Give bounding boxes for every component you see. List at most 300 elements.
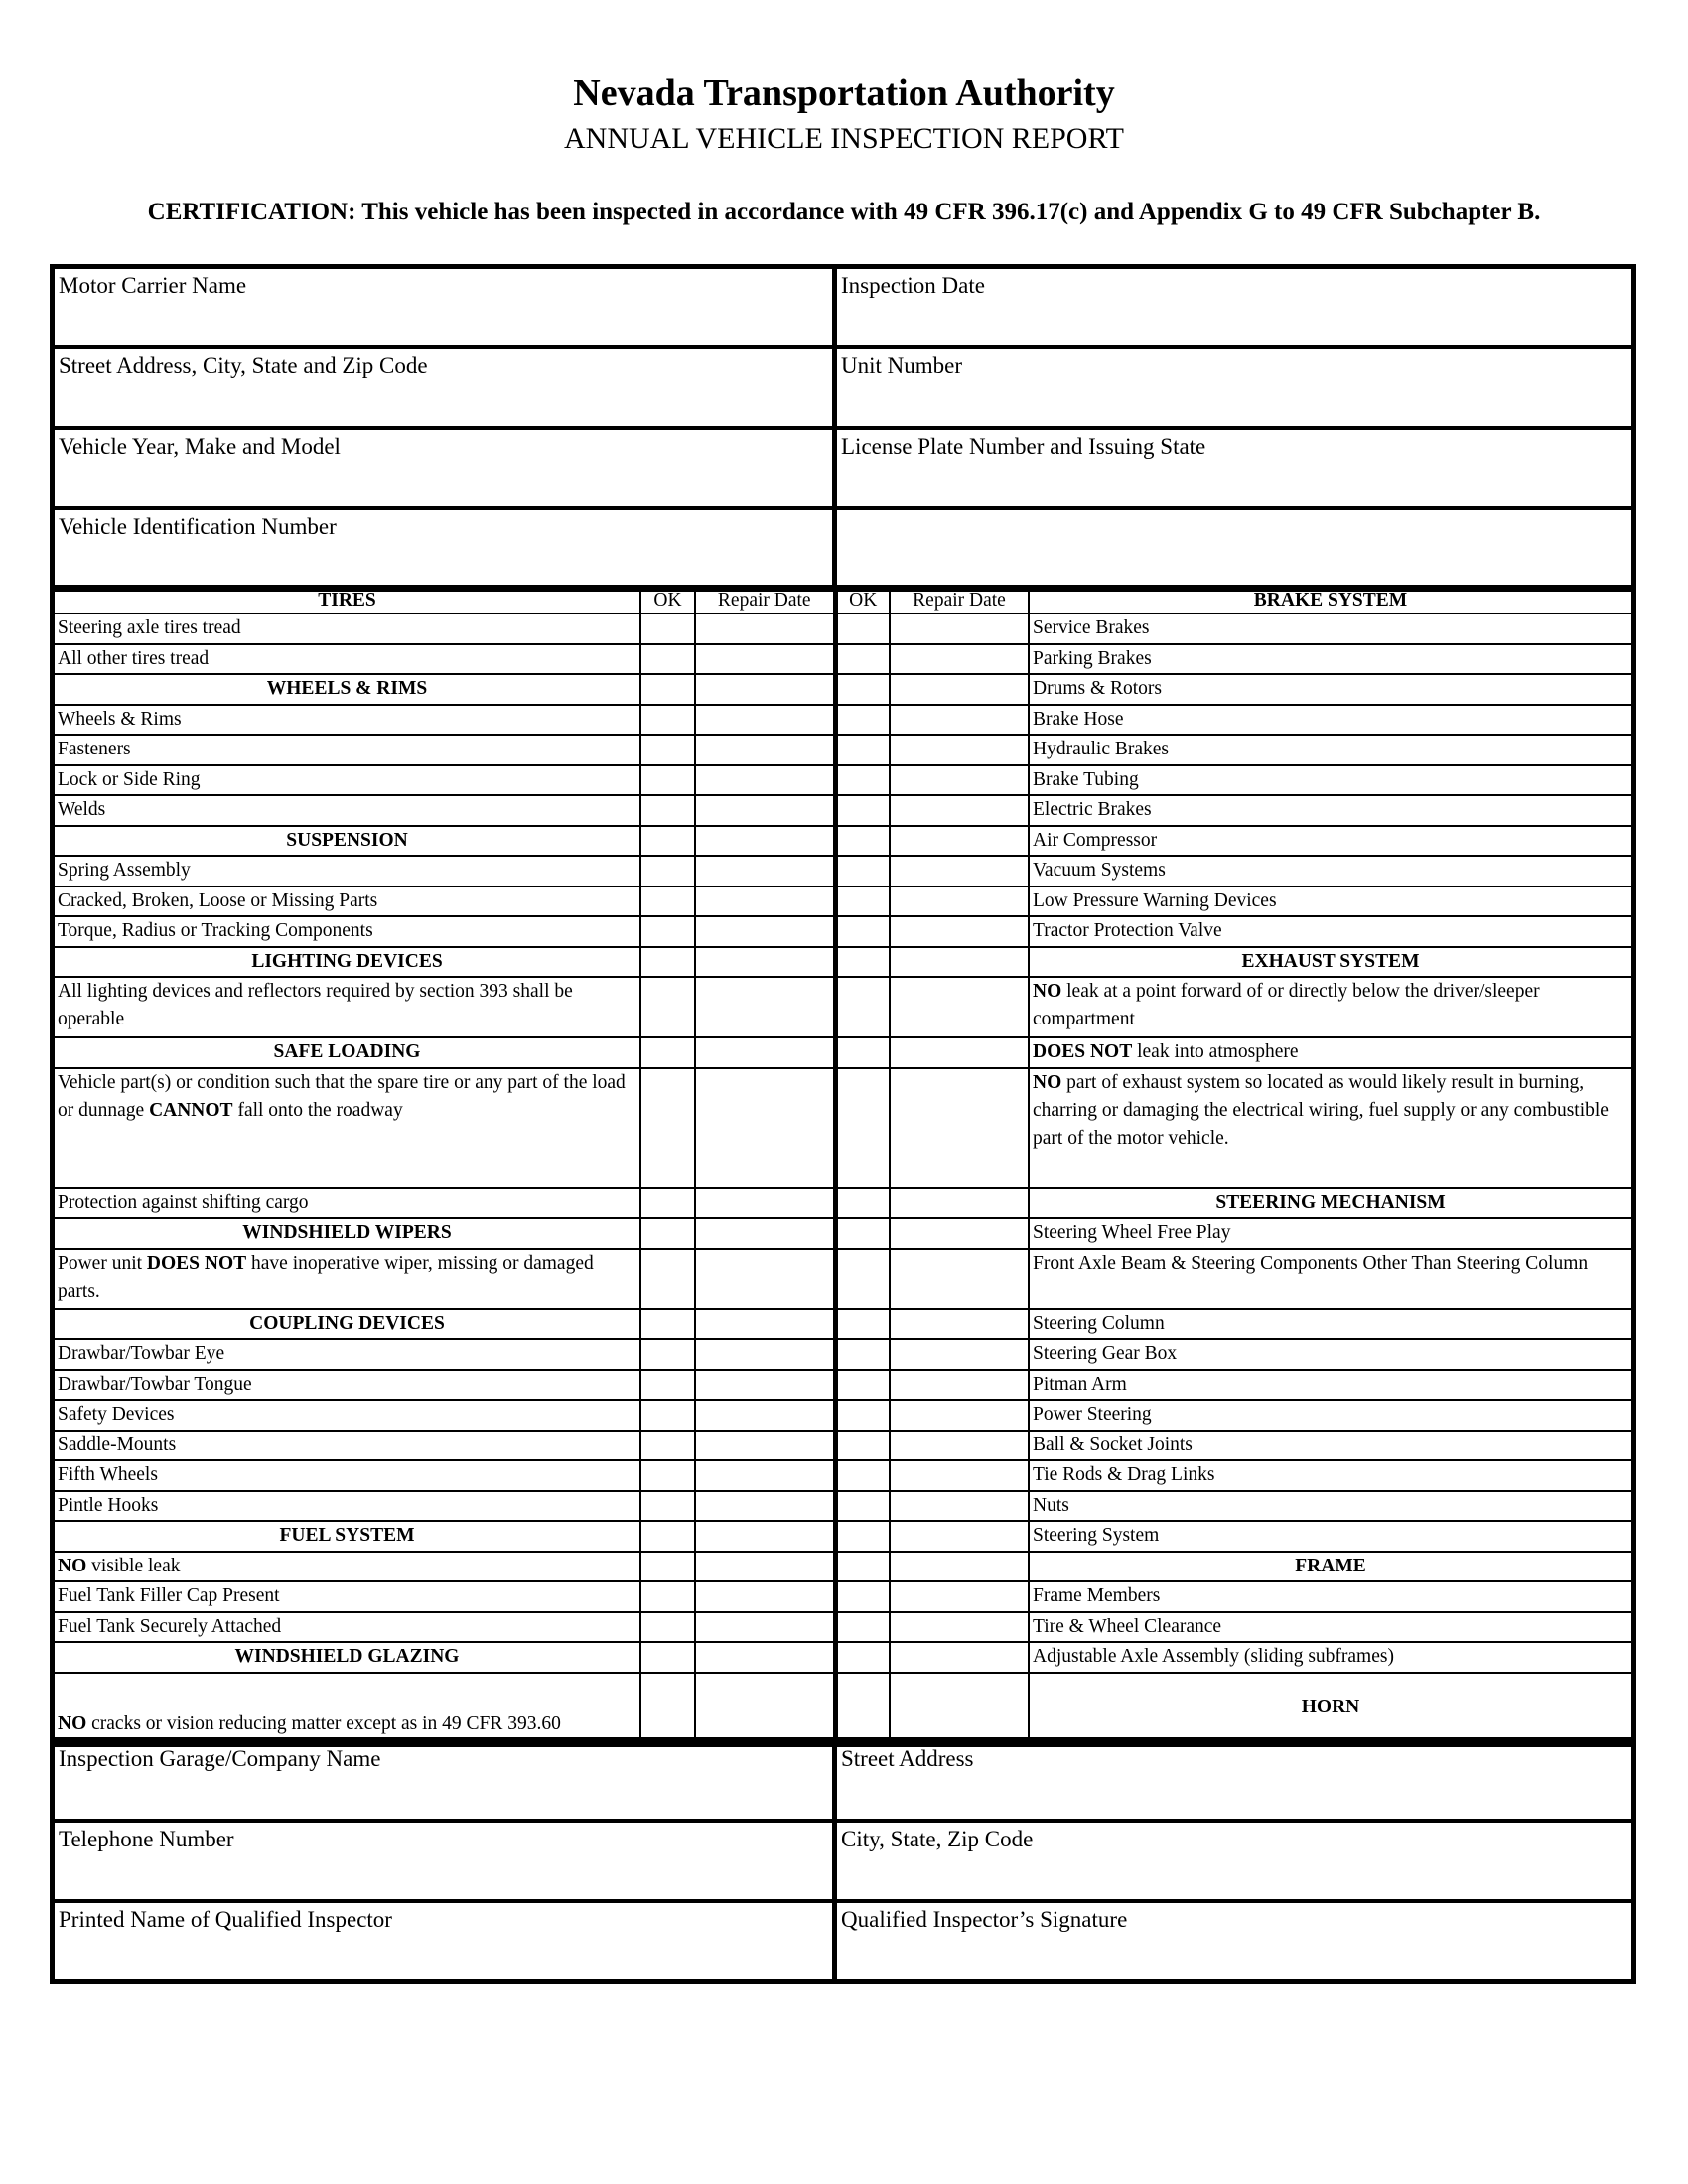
ok-checkbox-right-cell[interactable] (835, 887, 890, 917)
repair-date-input-left-cell[interactable] (695, 1400, 835, 1431)
motor-carrier-name-field[interactable] (55, 269, 837, 345)
checklist-item-label (55, 735, 640, 765)
checklist-item-label (55, 1673, 640, 1742)
repair-date-input-left-cell[interactable] (695, 856, 835, 887)
checklist-item-label (55, 856, 640, 887)
city-state-zip-label: City, State, Zip Code (841, 1827, 1034, 1851)
garage-street-address-field[interactable] (837, 1742, 1631, 1819)
ok-checkbox-right-cell[interactable] (835, 765, 890, 796)
checklist-row (55, 1521, 1631, 1552)
ok-checkbox-left-cell[interactable] (640, 1188, 695, 1219)
checklist-item-label (55, 1400, 640, 1431)
ok-checkbox-right-cell[interactable] (835, 977, 890, 1037)
ok-checkbox-right-cell[interactable] (835, 1339, 890, 1370)
checklist-item-label (55, 1339, 640, 1370)
checklist-row (55, 674, 1631, 705)
repair-date-input-left-cell[interactable] (695, 765, 835, 796)
item-text: Protection against shifting cargo (58, 1191, 309, 1213)
info-row (55, 426, 1631, 506)
inspector-printed-name-field[interactable] (55, 1903, 837, 1979)
checklist-row (55, 795, 1631, 826)
item-text: Steering Column (1033, 1312, 1165, 1334)
ok-checkbox-right-cell[interactable] (835, 856, 890, 887)
ok-checkbox-left-cell[interactable] (640, 1249, 695, 1309)
checklist-item-label (1029, 1460, 1631, 1491)
checklist-item-label (55, 1612, 640, 1643)
item-text: Vehicle part(s) or condition such that the spare tire or any part of the load or dunnage (58, 1071, 626, 1121)
ok-checkbox-left-cell[interactable] (640, 1309, 695, 1340)
section-header-suspension (55, 826, 640, 857)
checklist-item-label (55, 1552, 640, 1582)
emphasis-text: DOES NOT (1033, 1041, 1133, 1062)
emphasis-text: NO (58, 1712, 87, 1734)
form-title: ANNUAL VEHICLE INSPECTION REPORT (563, 122, 1125, 155)
repair-date-input-left-cell[interactable] (695, 674, 835, 705)
carrier-address-label: Street Address, City, State and Zip Code (59, 353, 428, 378)
blank-field[interactable] (837, 510, 1631, 587)
checklist-row (55, 1309, 1631, 1340)
emphasis-text: NO (58, 1555, 87, 1576)
motor-carrier-name-label: Motor Carrier Name (59, 273, 247, 298)
checklist-item-label (1029, 1431, 1631, 1461)
ok-left-column-header: OK (640, 590, 695, 614)
repair-date-input-left-cell[interactable] (695, 1612, 835, 1643)
info-row (55, 1819, 1631, 1899)
item-text: BRAKE SYSTEM (1253, 590, 1408, 611)
checklist-row (55, 977, 1631, 1037)
section-header-tires (55, 590, 640, 614)
item-text: COUPLING DEVICES (249, 1312, 445, 1334)
repair-date-input-left-cell[interactable] (695, 1309, 835, 1340)
ok-checkbox-left-cell[interactable] (640, 1400, 695, 1431)
repair-date-input-right-cell[interactable] (890, 887, 1029, 917)
ok-checkbox-left-cell[interactable] (640, 1521, 695, 1552)
checklist-item-label (55, 1431, 640, 1461)
repair-date-input-right-cell[interactable] (890, 1581, 1029, 1612)
ok-checkbox-left-cell[interactable] (640, 1339, 695, 1370)
agency-title: Nevada Transportation Authority (573, 72, 1115, 114)
repair-date-input-left-cell[interactable] (695, 1491, 835, 1522)
license-plate-label: License Plate Number and Issuing State (841, 434, 1206, 459)
item-text: Drums & Rotors (1033, 678, 1163, 699)
emphasis-text: NO (1033, 981, 1062, 1002)
ok-checkbox-left-cell[interactable] (640, 1460, 695, 1491)
item-text: fall onto the roadway (232, 1099, 403, 1121)
item-text: Ball & Socket Joints (1033, 1433, 1193, 1455)
repair-date-input-left-cell[interactable] (695, 1431, 835, 1461)
item-text: Nuts (1033, 1494, 1069, 1516)
item-text: Steering System (1033, 1525, 1160, 1546)
ok-checkbox-right-cell[interactable] (835, 916, 890, 947)
item-text: Adjustable Axle Assembly (sliding subframes) (1033, 1646, 1394, 1667)
section-header-frame (1029, 1552, 1631, 1582)
repair-date-input-left-cell[interactable] (695, 977, 835, 1037)
item-text: FUEL SYSTEM (279, 1525, 415, 1546)
garage-street-address-label: Street Address (841, 1746, 974, 1771)
ok-checkbox-right-cell[interactable] (835, 795, 890, 826)
ok-checkbox-left-cell[interactable] (640, 795, 695, 826)
checklist-item-label (55, 1460, 640, 1491)
ok-checkbox-right-cell[interactable] (835, 1552, 890, 1582)
checklist-item-label (1029, 1309, 1631, 1340)
ok-checkbox-left-cell[interactable] (640, 856, 695, 887)
checklist-item-label (55, 644, 640, 675)
ok-checkbox-left-cell[interactable] (640, 1642, 695, 1673)
info-row (55, 345, 1631, 426)
item-text: HORN (1301, 1697, 1360, 1717)
item-text: Lock or Side Ring (58, 768, 201, 790)
item-text: have inoperative wiper, missing or damaged parts. (58, 1252, 594, 1301)
checklist-row (55, 887, 1631, 917)
ok-checkbox-left-cell[interactable] (640, 614, 695, 644)
checklist-row (55, 705, 1631, 736)
item-text: Parking Brakes (1033, 647, 1152, 669)
repair-date-input-right-cell[interactable] (890, 1491, 1029, 1522)
ok-checkbox-right-cell[interactable] (835, 1673, 890, 1742)
item-text: FRAME (1295, 1555, 1366, 1576)
ok-checkbox-right-cell[interactable] (835, 1491, 890, 1522)
item-text: Steering axle tires tread (58, 617, 241, 638)
checklist-table (55, 590, 1631, 1742)
item-text: All lighting devices and reflectors required by section 393 shall be operable (58, 981, 573, 1029)
ok-checkbox-right-cell[interactable] (835, 947, 890, 978)
checklist-row (55, 856, 1631, 887)
checklist-row (55, 1037, 1631, 1068)
repair-date-input-left-cell[interactable] (695, 1037, 835, 1068)
ok-checkbox-right-cell[interactable] (835, 1037, 890, 1068)
ok-checkbox-left-cell[interactable] (640, 765, 695, 796)
repair-date-input-left-cell[interactable] (695, 916, 835, 947)
repair-date-input-left-cell[interactable] (695, 1460, 835, 1491)
checklist-item-label (55, 916, 640, 947)
repair-date-right-column-header: Repair Date (890, 590, 1029, 614)
item-text: Hydraulic Brakes (1033, 739, 1169, 759)
repair-date-input-right-cell[interactable] (890, 1249, 1029, 1309)
section-header-windshield-wipers (55, 1218, 640, 1249)
item-text: cracks or vision reducing matter except as in 49 CFR 393.60 (86, 1712, 561, 1734)
item-text: All other tires tread (58, 647, 210, 669)
checklist-item-label (55, 1249, 640, 1309)
ok-checkbox-right-cell[interactable] (835, 1249, 890, 1309)
checklist-item-label (1029, 765, 1631, 796)
ok-checkbox-right-cell[interactable] (835, 1460, 890, 1491)
unit-number-field[interactable] (837, 349, 1631, 426)
checklist-item-label (1029, 1612, 1631, 1643)
repair-date-input-right-cell[interactable] (890, 1370, 1029, 1401)
section-header-fuel-system (55, 1521, 640, 1552)
repair-date-input-left-cell[interactable] (695, 887, 835, 917)
repair-date-input-left-cell[interactable] (695, 1370, 835, 1401)
checklist-item-label (1029, 614, 1631, 644)
checklist-row (55, 765, 1631, 796)
repair-date-input-right-cell[interactable] (890, 735, 1029, 765)
checklist-row (55, 590, 1631, 614)
checklist-item-label (55, 765, 640, 796)
item-text: Wheels & Rims (58, 708, 182, 730)
repair-date-input-right-cell[interactable] (890, 856, 1029, 887)
repair-date-input-right-cell[interactable] (890, 705, 1029, 736)
checklist-item-label (55, 1581, 640, 1612)
ok-checkbox-right-cell[interactable] (835, 1400, 890, 1431)
repair-date-input-left-cell[interactable] (695, 644, 835, 675)
item-text: Spring Assembly (58, 860, 191, 881)
item-text: Drawbar/Towbar Eye (58, 1343, 225, 1364)
repair-date-input-left-cell[interactable] (695, 1249, 835, 1309)
checklist-row (55, 614, 1631, 644)
item-text: WINDSHIELD WIPERS (242, 1222, 452, 1243)
ok-checkbox-left-cell[interactable] (640, 826, 695, 857)
ok-checkbox-left-cell[interactable] (640, 644, 695, 675)
repair-date-input-right-cell[interactable] (890, 795, 1029, 826)
item-text: Welds (58, 799, 106, 820)
inspection-date-label: Inspection Date (841, 273, 985, 298)
repair-date-input-right-cell[interactable] (890, 1552, 1029, 1582)
checklist-item-label (1029, 1581, 1631, 1612)
item-text: Power Steering (1033, 1404, 1152, 1425)
checklist-row (55, 1460, 1631, 1491)
inspector-signature-field[interactable] (837, 1903, 1631, 1979)
emphasis-text: CANNOT (149, 1099, 233, 1121)
ok-checkbox-left-cell[interactable] (640, 1431, 695, 1461)
item-text: EXHAUST SYSTEM (1241, 950, 1420, 972)
repair-date-input-left-cell[interactable] (695, 1552, 835, 1582)
repair-date-input-left-cell[interactable] (695, 826, 835, 857)
ok-checkbox-left-cell[interactable] (640, 1491, 695, 1522)
ok-checkbox-right-cell[interactable] (835, 826, 890, 857)
repair-date-input-right-cell[interactable] (890, 1339, 1029, 1370)
item-text: leak at a point forward of or directly below the driver/sleeper compartment (1033, 981, 1540, 1029)
item-text: Safety Devices (58, 1404, 175, 1425)
ok-checkbox-left-cell[interactable] (640, 674, 695, 705)
ok-checkbox-right-cell[interactable] (835, 644, 890, 675)
carrier-address-field[interactable] (55, 349, 837, 426)
repair-date-input-left-cell[interactable] (695, 1068, 835, 1188)
ok-checkbox-right-cell[interactable] (835, 614, 890, 644)
vehicle-year-make-model-label: Vehicle Year, Make and Model (59, 434, 341, 459)
repair-date-input-right-cell[interactable] (890, 1431, 1029, 1461)
ok-checkbox-left-cell[interactable] (640, 1037, 695, 1068)
checklist-row (55, 1218, 1631, 1249)
repair-date-input-left-cell[interactable] (695, 1521, 835, 1552)
item-text: Air Compressor (1033, 829, 1158, 851)
item-text: SAFE LOADING (273, 1041, 421, 1062)
item-text: Fuel Tank Securely Attached (58, 1615, 282, 1637)
repair-date-input-right-cell[interactable] (890, 977, 1029, 1037)
ok-right-column-header: OK (835, 590, 890, 614)
checklist-item-label (55, 977, 640, 1037)
item-text: Steering Wheel Free Play (1033, 1222, 1231, 1243)
checklist-item-label (55, 887, 640, 917)
license-plate-field[interactable] (837, 430, 1631, 506)
repair-date-input-left-cell[interactable] (695, 614, 835, 644)
item-text: Frame Members (1033, 1585, 1161, 1606)
repair-date-input-right-cell[interactable] (890, 1068, 1029, 1188)
repair-date-left-column-header: Repair Date (695, 590, 835, 614)
info-row (55, 1742, 1631, 1819)
ok-checkbox-left-cell[interactable] (640, 916, 695, 947)
repair-date-input-left-cell[interactable] (695, 1339, 835, 1370)
checklist-row (55, 1431, 1631, 1461)
item-text: Saddle-Mounts (58, 1433, 177, 1455)
repair-date-input-right-cell[interactable] (890, 1400, 1029, 1431)
repair-date-input-right-cell[interactable] (890, 614, 1029, 644)
ok-checkbox-right-cell[interactable] (835, 674, 890, 705)
repair-date-input-right-cell[interactable] (890, 1037, 1029, 1068)
repair-date-input-left-cell[interactable] (695, 947, 835, 978)
item-text: Fasteners (58, 739, 131, 759)
ok-checkbox-right-cell[interactable] (835, 1068, 890, 1188)
checklist-item-label (1029, 887, 1631, 917)
checklist-row (55, 1673, 1631, 1742)
ok-checkbox-left-cell[interactable] (640, 735, 695, 765)
repair-date-input-right-cell[interactable] (890, 1642, 1029, 1673)
item-text: leak into atmosphere (1132, 1041, 1299, 1062)
checklist-row (55, 916, 1631, 947)
repair-date-input-right-cell[interactable] (890, 826, 1029, 857)
ok-checkbox-left-cell[interactable] (640, 1581, 695, 1612)
checklist-item-label (55, 1370, 640, 1401)
checklist-row (55, 1552, 1631, 1582)
item-text: Pintle Hooks (58, 1494, 159, 1516)
ok-checkbox-right-cell[interactable] (835, 735, 890, 765)
checklist-item-label (1029, 826, 1631, 857)
info-row (55, 269, 1631, 345)
checklist-item-label (1029, 977, 1631, 1037)
inspection-checklist (50, 585, 1636, 1747)
checklist-item-label (1029, 1491, 1631, 1522)
ok-checkbox-right-cell[interactable] (835, 1431, 890, 1461)
inspection-date-field[interactable] (837, 269, 1631, 345)
emphasis-text: DOES NOT (146, 1252, 247, 1274)
section-header-horn (1029, 1673, 1631, 1742)
checklist-item-label (1029, 644, 1631, 675)
repair-date-input-left-cell[interactable] (695, 1673, 835, 1742)
ok-checkbox-right-cell[interactable] (835, 1642, 890, 1673)
repair-date-input-left-cell[interactable] (695, 735, 835, 765)
repair-date-input-left-cell[interactable] (695, 1642, 835, 1673)
telephone-field[interactable] (55, 1823, 837, 1899)
inspector-info-section (50, 1737, 1636, 1984)
item-text: Tie Rods & Drag Links (1033, 1464, 1215, 1485)
ok-checkbox-left-cell[interactable] (640, 977, 695, 1037)
item-text: Tire & Wheel Clearance (1033, 1615, 1222, 1637)
checklist-item-label (55, 795, 640, 826)
ok-checkbox-left-cell[interactable] (640, 1218, 695, 1249)
garage-name-field[interactable] (55, 1742, 837, 1819)
ok-checkbox-left-cell[interactable] (640, 1612, 695, 1643)
item-text: STEERING MECHANISM (1215, 1191, 1446, 1213)
ok-checkbox-left-cell[interactable] (640, 1552, 695, 1582)
ok-checkbox-right-cell[interactable] (835, 1309, 890, 1340)
ok-checkbox-left-cell[interactable] (640, 1068, 695, 1188)
repair-date-input-left-cell[interactable] (695, 1581, 835, 1612)
checklist-item-label (1029, 795, 1631, 826)
checklist-item-label (1029, 705, 1631, 736)
ok-checkbox-right-cell[interactable] (835, 705, 890, 736)
checklist-row (55, 947, 1631, 978)
ok-checkbox-right-cell[interactable] (835, 1581, 890, 1612)
item-text: WHEELS & RIMS (266, 678, 428, 699)
item-text: Front Axle Beam & Steering Components Other Than Steering Column (1033, 1252, 1589, 1274)
ok-checkbox-left-cell[interactable] (640, 1673, 695, 1742)
checklist-item-label (1029, 735, 1631, 765)
repair-date-input-right-cell[interactable] (890, 916, 1029, 947)
vin-field[interactable] (55, 510, 837, 587)
repair-date-input-right-cell[interactable] (890, 674, 1029, 705)
repair-date-input-left-cell[interactable] (695, 795, 835, 826)
repair-date-input-right-cell[interactable] (890, 765, 1029, 796)
checklist-row (55, 1249, 1631, 1309)
item-text: Brake Tubing (1033, 768, 1139, 790)
repair-date-input-right-cell[interactable] (890, 1309, 1029, 1340)
repair-date-input-right-cell[interactable] (890, 947, 1029, 978)
checklist-item-label (55, 1491, 640, 1522)
repair-date-input-right-cell[interactable] (890, 1521, 1029, 1552)
item-text: Torque, Radius or Tracking Components (58, 920, 373, 941)
vin-label: Vehicle Identification Number (59, 514, 337, 539)
checklist-item-label (55, 705, 640, 736)
ok-checkbox-right-cell[interactable] (835, 1370, 890, 1401)
ok-checkbox-right-cell[interactable] (835, 1218, 890, 1249)
ok-checkbox-left-cell[interactable] (640, 705, 695, 736)
checklist-row (55, 1068, 1631, 1188)
item-text: Drawbar/Towbar Tongue (58, 1373, 252, 1395)
item-text: Tractor Protection Valve (1033, 920, 1222, 941)
checklist-item-label (55, 1188, 640, 1219)
item-text: LIGHTING DEVICES (251, 950, 443, 972)
checklist-row (55, 735, 1631, 765)
repair-date-input-left-cell[interactable] (695, 1218, 835, 1249)
checklist-item-label (55, 1068, 640, 1188)
checklist-row (55, 644, 1631, 675)
repair-date-input-right-cell[interactable] (890, 644, 1029, 675)
checklist-item-label (1029, 856, 1631, 887)
info-row (55, 1899, 1631, 1979)
vehicle-year-make-model-field[interactable] (55, 430, 837, 506)
repair-date-input-left-cell[interactable] (695, 1188, 835, 1219)
ok-checkbox-left-cell[interactable] (640, 947, 695, 978)
repair-date-input-right-cell[interactable] (890, 1673, 1029, 1742)
item-text: TIRES (318, 590, 376, 611)
ok-checkbox-left-cell[interactable] (640, 887, 695, 917)
city-state-zip-field[interactable] (837, 1823, 1631, 1899)
checklist-row (55, 826, 1631, 857)
inspector-printed-name-label: Printed Name of Qualified Inspector (59, 1907, 392, 1932)
checklist-row (55, 1370, 1631, 1401)
repair-date-input-left-cell[interactable] (695, 705, 835, 736)
certification-statement: CERTIFICATION: This vehicle has been inspected in accordance with 49 CFR 396.17(c) and Appendix G to 49 CFR Subchapter B. (147, 199, 1541, 225)
repair-date-input-right-cell[interactable] (890, 1460, 1029, 1491)
checklist-item-label (1029, 1642, 1631, 1673)
unit-number-label: Unit Number (841, 353, 963, 378)
vehicle-info-section (50, 264, 1636, 592)
repair-date-input-right-cell[interactable] (890, 1612, 1029, 1643)
checklist-item-label (1029, 674, 1631, 705)
checklist-item-label (55, 614, 640, 644)
checklist-item-label (1029, 1037, 1631, 1068)
repair-date-input-right-cell[interactable] (890, 1218, 1029, 1249)
ok-checkbox-right-cell[interactable] (835, 1612, 890, 1643)
emphasis-text: NO (1033, 1071, 1062, 1093)
ok-checkbox-left-cell[interactable] (640, 1370, 695, 1401)
checklist-row (55, 1612, 1631, 1643)
ok-checkbox-right-cell[interactable] (835, 1521, 890, 1552)
section-header-wheels-rims (55, 674, 640, 705)
ok-checkbox-right-cell[interactable] (835, 1188, 890, 1219)
item-text: Steering Gear Box (1033, 1343, 1178, 1364)
checklist-row (55, 1188, 1631, 1219)
repair-date-input-right-cell[interactable] (890, 1188, 1029, 1219)
